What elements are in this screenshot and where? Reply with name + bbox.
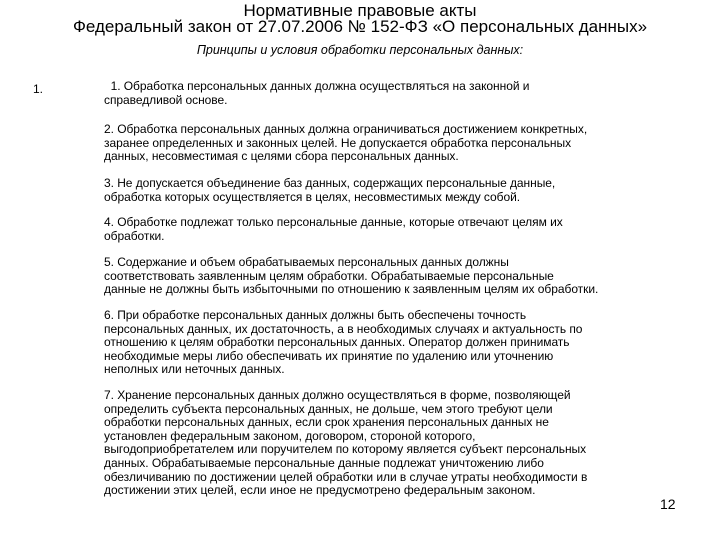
principle-line: персональных данных, их достаточность, а в необходимых случаях и актуальность по (104, 321, 583, 336)
principle-4 (104, 216, 704, 243)
principle-line: достижении этих целей, если иное не предусмотрено федеральным законом. (104, 483, 536, 498)
principle-line: отношению к целям обработки персональных данных. Оператор должен принимать (104, 335, 570, 350)
principle-line: данных, несовместимая с целями сбора персональных данных. (104, 149, 459, 164)
principle-line: 2. Обработка персональных данных должна ограничиваться достижением конкретных, (104, 122, 588, 136)
principle-line: 3. Не допускается объединение баз данных, содержащих персональные данные, (104, 176, 556, 190)
law-title: Федеральный закон от 27.07.2006 № 152-ФЗ «О персональных данных» (72, 17, 648, 36)
principle-1 (104, 80, 704, 107)
principle-line: обработки. (104, 228, 165, 243)
principle-line: 6. При обработке персональных данных должны быть обеспечены точность (104, 308, 527, 322)
principle-5 (104, 256, 704, 297)
principle-line: данных. Обрабатываемые персональные данные подлежат уничтожению либо (104, 455, 544, 470)
principle-line: справедливой основе. (104, 92, 228, 107)
principle-line: 1. Обработка персональных данных должна осуществляться на законной и (104, 79, 530, 93)
principle-line: определить субъекта персональных данных, не дольше, чем этого требуют цели (104, 401, 553, 416)
principle-line: соответствовать заявленным целям обработки. Обрабатываемые персональные (104, 268, 554, 283)
principle-line: 5. Содержание и объем обрабатываемых персональных данных должны (104, 255, 509, 269)
principle-line: выгодоприобретателем или поручителем по которому является субъект персональных (104, 442, 587, 457)
page-number: 12 (660, 496, 676, 512)
principle-line: неполных или неточных данных. (104, 362, 285, 377)
principle-line: обезличиванию по достижении целей обработки или в случае утраты необходимости в (104, 469, 588, 484)
principle-2 (104, 123, 704, 164)
principle-line: 7. Хранение персональных данных должно осуществляться в форме, позволяющей (104, 388, 571, 402)
principle-line: необходимые меры либо обеспечивать их принятие по удалению или уточнению (104, 348, 554, 363)
principle-line: заранее определенных и законных целей. Не допускается обработка персональных (104, 135, 572, 150)
section-subtitle: Принципы и условия обработки персональных данных: (196, 43, 524, 57)
principle-7 (104, 389, 704, 498)
list-number: 1. (33, 82, 44, 96)
principle-line: обработки персональных данных, если срок хранения персональных данных не (104, 415, 549, 430)
principle-line: установлен федеральным законом, договором, стороной которого, (104, 428, 476, 443)
principle-line: 4. Обработке подлежат только персональные данные, которые отвечают целям их (104, 215, 563, 229)
principle-line: обработка которых осуществляется в целях, несовместимых между собой. (104, 189, 521, 204)
principle-6 (104, 309, 704, 377)
principle-3 (104, 177, 704, 204)
slide-title: Нормативные правовые акты (243, 1, 477, 20)
principle-line: данные не должны быть избыточными по отношению к заявленным целям их обработки. (104, 282, 599, 297)
